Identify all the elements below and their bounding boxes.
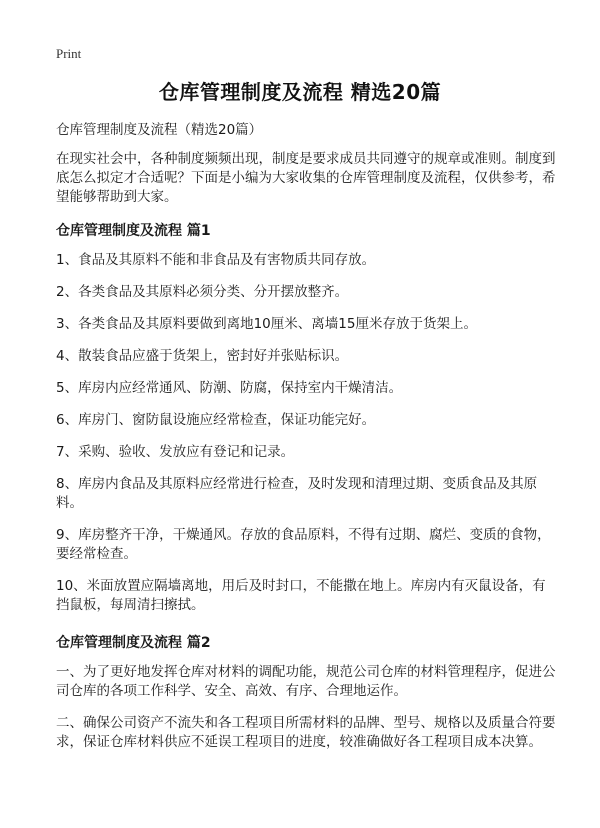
list-item: 二、确保公司资产不流失和各工程项目所需材料的品牌、型号、规格以及质量合符要求，保证仓库材料供应不延误工程项目的进度，较准确做好各工程项目成本决算。: [56, 715, 556, 750]
print-link[interactable]: Print: [56, 46, 82, 61]
document-body: [56, 120, 556, 765]
list-item: 5、库房内应经常通风、防潮、防腐，保持室内干燥清洁。: [56, 380, 403, 396]
list-item: 一、为了更好地发挥仓库对材料的调配功能，规范公司仓库的材料管理程序，促进公司仓库的各项工作科学、安全、高效、有序、合理地运作。: [56, 664, 556, 699]
list-item: 1、食品及其原料不能和非食品及有害物质共同存放。: [56, 252, 376, 268]
list-item: 8、库房内食品及其原料应经常进行检查，及时发现和清理过期、变质食品及其原料。: [56, 476, 538, 511]
document-subtitle: 仓库管理制度及流程（精选20篇）: [56, 122, 263, 138]
section-heading-1: 仓库管理制度及流程 篇1: [56, 223, 211, 239]
list-item: 9、库房整齐干净，干燥通风。存放的食品原料，不得有过期、腐烂、变质的食物，要经常检查。: [56, 527, 551, 562]
list-item: 4、散装食品应盛于货架上，密封好并张贴标识。: [56, 348, 349, 364]
list-item: 7、采购、验收、发放应有登记和记录。: [56, 444, 295, 460]
list-item: 6、库房门、窗防鼠设施应经常检查，保证功能完好。: [56, 412, 376, 428]
document-title: 仓库管理制度及流程 精选20篇: [158, 80, 442, 104]
list-item: 3、各类食品及其原料要做到离地10厘米、离墙15厘米存放于货架上。: [56, 316, 477, 332]
intro-paragraph: 在现实社会中，各种制度频频出现，制度是要求成员共同遵守的规章或准则。制度到底怎么拟定才合适呢？下面是小编为大家收集的仓库管理制度及流程，仅供参考，希望能够帮助到大家。: [56, 151, 556, 205]
list-item: 10、米面放置应隔墙离地，用后及时封口，不能撒在地上。库房内有灭鼠设备，有挡鼠板，每周清扫擦拭。: [56, 578, 546, 613]
section-heading-2: 仓库管理制度及流程 篇2: [56, 635, 211, 651]
list-item: 2、各类食品及其原料必须分类、分开摆放整齐。: [56, 284, 349, 300]
